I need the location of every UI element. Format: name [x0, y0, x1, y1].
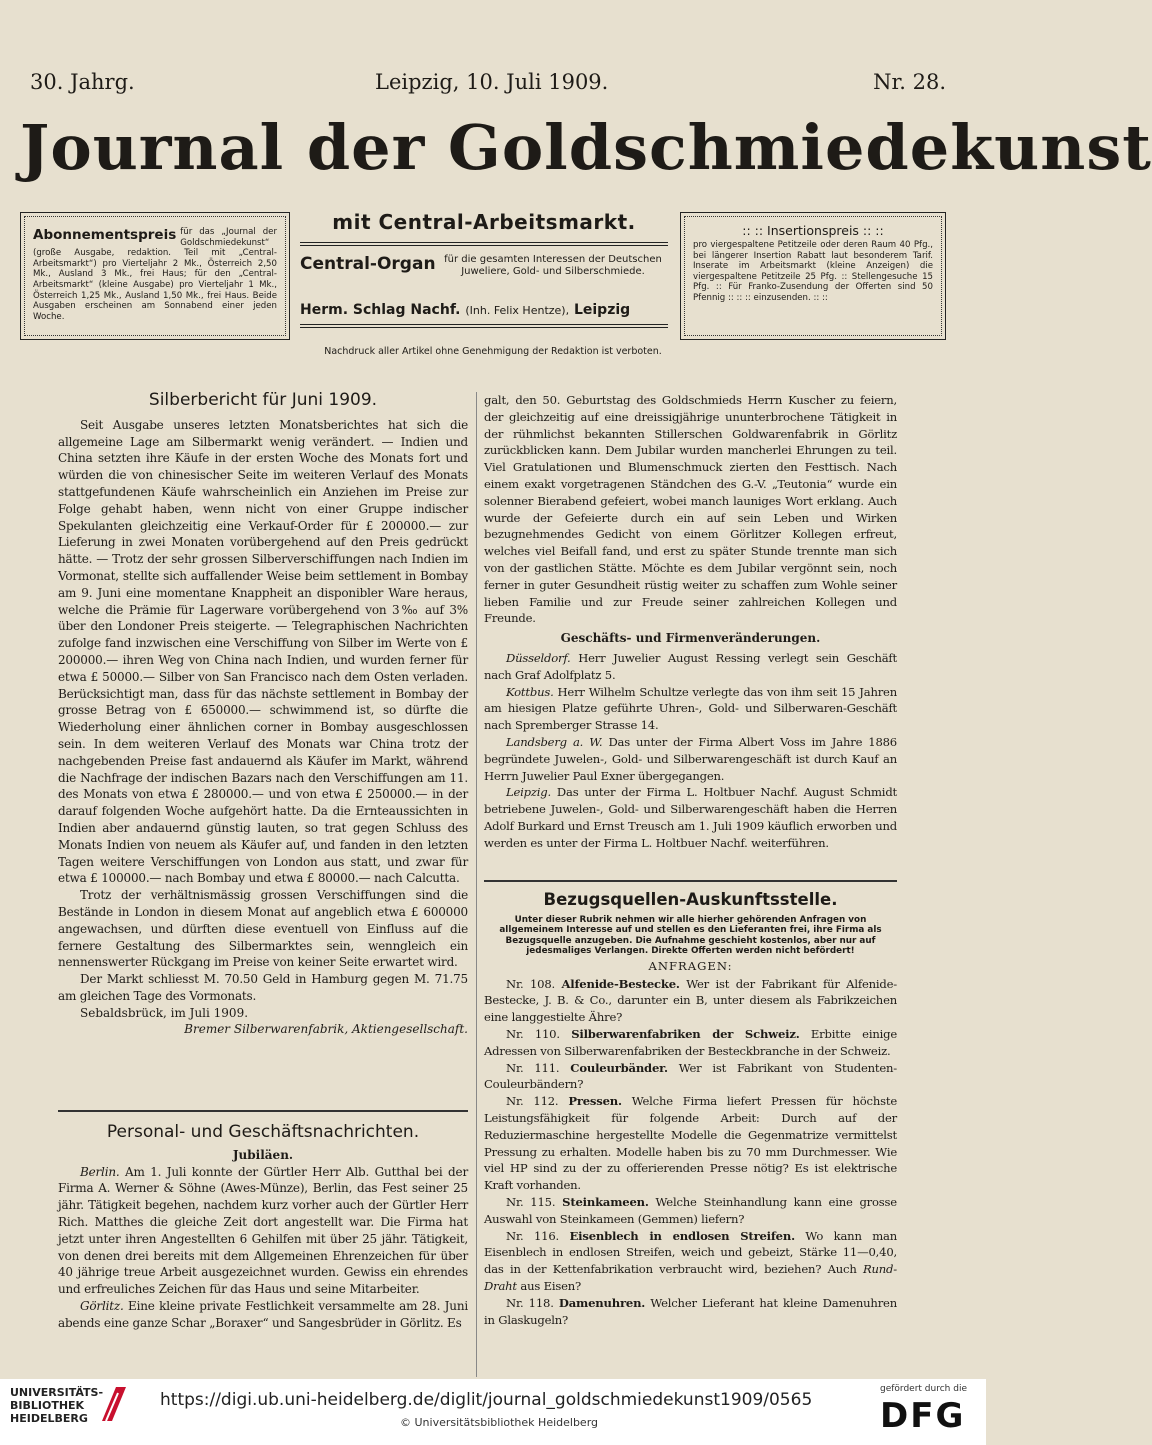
- q118-head: Damenuhren.: [558, 1295, 646, 1310]
- copyright: © Universitätsbibliothek Heidelberg: [400, 1416, 599, 1429]
- q108-text: Wer ist der Fabrikant für Alfenide-Bestecke, J. B. & Co., darunter ein B, unter diesem als Fabrikzeichen eine langgestielte Ähre?: [484, 976, 897, 1025]
- issue-number: Nr. 28.: [873, 70, 946, 94]
- q110-text: Erbitte einige Adressen von Silberwarenfabriken der Besteckbranche in der Schweiz.: [484, 1026, 897, 1058]
- bezug-intro: Unter dieser Rubrik nehmen wir alle hierher gehörenden Anfragen von allgemeinem Interesse auf und stellen es den Lieferanten frei, ihre Firma als Bezugsquelle anzugeben. Die Aufnahme geschieht kostenlos, aber nur auf jedesmaliges Verlangen. Direkte Offerten werden nicht befördert!: [499, 914, 882, 957]
- q112-head: Pressen.: [568, 1094, 622, 1109]
- berlin-city: Berlin.: [80, 1164, 120, 1179]
- kott-text: Herr Wilhelm Schultze verlegte das von ihm seit 15 Jahren am hiesigen Platze geführte Uhren-, Gold- und Silberwaren-Geschäft nach Spremberger Strasse 14.: [484, 684, 897, 733]
- ins-title: :: :: Insertionspreis :: ::: [742, 223, 884, 238]
- publisher-owner: (Inh. Felix Hentze),: [465, 304, 570, 317]
- bezug-title: Bezugsquellen-Auskunftsstelle.: [543, 890, 838, 909]
- dfg-logo: DFG: [880, 1396, 966, 1436]
- q115-text: Welche Steinhandlung kann eine grosse Auswahl von Steinkameen (Gemmen) liefern?: [484, 1194, 897, 1226]
- silber-place: Sebaldsbrück, im Juli 1909.: [80, 1005, 249, 1020]
- q111-text: Wer ist Fabrikant von Studenten-Couleurbändern?: [484, 1060, 897, 1092]
- q115-head: Steinkameen.: [562, 1194, 649, 1209]
- publisher-city: Leipzig: [573, 302, 631, 318]
- left-divider: [58, 1110, 468, 1112]
- bezug-section: [484, 892, 897, 1328]
- leip-city: Leipzig.: [506, 785, 552, 800]
- ins-text: pro viergespaltene Petitzeile oder deren Raum 40 Pfg., bei längerer Insertion Rabatt laut besonderem Tarif. Inserate im Arbeitsmarkt (kleine Anzeigen) die viergespaltene Petitzeile 25 Pfg. :: Stellengesuche 15 Pfg. :: Für Franko-Zusendung der Offerten sind 50 Pfennig :: :: :: einzusenden. :: ::: [693, 240, 933, 303]
- lands-text: Das unter der Firma Albert Voss im Jahre 1886 begründete Juwelen-, Gold- und Silberwarengeschäft ist durch Kauf an Herrn Juwelier Paul Exner übergegangen.: [484, 734, 897, 783]
- anfragen-head: ANFRAGEN:: [648, 958, 733, 973]
- goerlitz-text: Eine kleine private Festlichkeit versammelte am 28. Juni abends eine ganze Schar „Boraxer“ und Sangesbrüder in Görlitz. Es: [58, 1298, 468, 1330]
- q116-number: Nr. 116.: [506, 1228, 560, 1243]
- q108-head: Alfenide-Bestecke.: [561, 976, 680, 991]
- q116-head: Eisenblech in endlosen Streifen.: [569, 1228, 795, 1243]
- central-desc: für die gesamten Interessen der Deutschen Juweliere, Gold- und Silberschmiede.: [444, 254, 662, 277]
- q116-text: Wo kann man Eisenblech in endlosen Streifen, weich und gebeizt, Stärke 11—0,40, das in der Kettenfabrikation verbraucht wird, beziehen? Auch: [484, 1228, 897, 1277]
- insertion-box: [680, 212, 946, 340]
- silber-title: Silberbericht für Juni 1909.: [148, 390, 378, 410]
- q111-head: Couleurbänder.: [570, 1060, 668, 1075]
- personal-title: Personal- und Geschäftsnachrichten.: [106, 1122, 420, 1142]
- publisher-line: [288, 302, 680, 318]
- central-organ: Central-Organ: [300, 254, 436, 274]
- reprint-notice: Nachdruck aller Artikel ohne Genehmigung der Redaktion ist verboten.: [324, 346, 662, 357]
- masthead-title: Journal der Goldschmiedekunst: [20, 111, 1152, 184]
- q118-number: Nr. 118.: [506, 1295, 554, 1310]
- berlin-text: Am 1. Juli konnte der Gürtler Herr Alb. Gutthal bei der Firma A. Werner & Söhne (Awes-Münze), Berlin, das Fest seiner 25 jähr. Tätigkeit begehen, nachdem kurz vorher auch der Gürtler Herr Rich. Matthes die gleiche Zeit dort angestellt war. Die Firma hat jetzt unter ihren Angestellten 6 Gehilfen mit über 25 jähr. Tätigkeit, von denen drei bereits mit dem Allgemeinen Ehrenzeichen für über 40 jährige treue Arbeit ausgezeichnet wurden. Gewiss ein ehrendes und erfreuliches Zeichen für das Haus und seine Mitarbeiter.: [58, 1164, 468, 1297]
- column-divider: [476, 392, 477, 1377]
- q118-text: Welcher Lieferant hat kleine Damenuhren in Glaskugeln?: [484, 1295, 897, 1327]
- q116-end: aus Eisen?: [520, 1278, 582, 1293]
- header-center: [288, 210, 680, 328]
- lands-city: Landsberg a. W.: [506, 734, 603, 749]
- q110-head: Silberwarenfabriken der Schweiz.: [571, 1026, 800, 1041]
- personal-section: [58, 1124, 468, 1332]
- silber-p3: Der Markt schliesst M. 70.50 Geld in Hamburg gegen M. 71.75 am gleichen Tage des Vormonats.: [58, 972, 468, 1003]
- q116-italic: Rund-Draht: [484, 1262, 897, 1293]
- subtitle: mit Central-Arbeitsmarkt.: [332, 210, 636, 234]
- cont-text: galt, den 50. Geburtstag des Goldschmieds Herrn Kuscher zu feiern, der gleichzeitig auf eine dreissigjährige ununterbrochene Tätigkeit in der rühmlichst bekannten Stillerschen Goldwarenfabrik in Görlitz zurückblicken kann. Dem Jubilar wurden mancherlei Ehrungen zu teil. Viel Gratulationen und Blumenschmuck zierten den Festtisch. Nach einem exakt vorgetragenen Ständchen des G.-V. „Teutonia“ wurde ein solenner Bierabend gefeiert, wobei manch launiges Wort erklang. Auch wurde der Gefeierte durch ein auf sein Leben und Wirken bezugnehmendes Gedicht von einem Görlitzer Kollegen erfreut, welches viel Beifall fand, und erst zu später Stunde trennte man sich von der gastlichen Stätte. Möchte es dem Jubilar vergönnt sein, noch ferner in guter Gesundheit rüstig weiter zu schaffen zum Wohle seiner lieben Familie und zur Freude seiner zahlreichen Kollegen und Freunde.: [484, 393, 897, 626]
- publisher-name: Herm. Schlag Nachf.: [300, 302, 461, 318]
- right-column: [484, 392, 897, 852]
- silber-sign: Bremer Silberwarenfabrik, Aktiengesellschaft.: [184, 1022, 468, 1037]
- abo-title: Abonnementspreis: [33, 227, 177, 243]
- q108-number: Nr. 108.: [506, 976, 555, 991]
- jubilaeen-head: Jubiläen.: [232, 1147, 294, 1162]
- right-divider: [484, 880, 897, 882]
- library-logo-icon: [98, 1383, 130, 1423]
- q112-text: Welche Firma liefert Pressen für höchste Leistungsfähigkeit für folgende Arbeit: Durch auf der Reduziermaschine hergestellte Modelle die Gegenmatrize vermittelst Pressung zu erhalten. Modelle haben bis zu 70 mm Durchmesser. Wie viel HP sind zu der zu offerierenden Presse nötig? Es ist elektrische Kraft vorhanden.: [484, 1094, 897, 1193]
- left-column: [58, 392, 468, 1038]
- silber-p1: Seit Ausgabe unseres letzten Monatsberichtes hat sich die allgemeine Lage am Silbermarkt wenig verändert. — Indien und China setzten ihre Käufe in der ersten Woche des Monats fort und würden die von chinesischer Seite im weiteren Verlauf des Monats stattgefundenen Käufe wahrscheinlich ein Anziehen im Preise zur Folge gehabt haben, wenn nicht von einer Gruppe indischer Spekulanten gleichzeitig eine Verkauf-Order für £ 200000.— zur Lieferung in zwei Monaten vorübergehend auf den Preis gedrückt hätte. — Trotz der sehr grossen Silberverschiffungen nach Indien im Vormonat, stellte sich auffallender Weise beim settlement in Bombay am 9. Juni eine momentane Knappheit an disponibler Ware heraus, welche die Prämie für Lagerware vorübergehend von 3‰ auf 3% über den Londoner Preis steigerte. — Telegraphischen Nachrichten zufolge fand inzwischen eine Verschiffung von Silber im Werte von £ 200000.— ihren Weg von China nach Indien, und wurden ferner für etwa £ 50000.— Silber von San Francisco nach dem Osten verladen. Berücksichtigt man, dass für das nächste settlement in Bombay der grosse Betrag von £ 650000.— schwimmend ist, so dürfte die Wiederholung einer ähnlichen corner in Bombay ausgeschlossen sein. In dem weiteren Verlauf des Monats war China trotz der nachgebenden Preise fast andauernd als Käufer im Markt, während die Nachfrage der indischen Bazars nach den Verschiffungen am 11. des Monats von etwa £ 280000.— und von etwa £ 250000.— in der darauf folgenden Woche aufgehört hatte. Da die Ernteaussichten in Indien aber andauernd günstig lauten, so trat gegen Schluss des Monats Indien von neuem als Käufer auf, und fanden in den letzten Tagen weitere Verschiffungen von London aus statt, und zwar für etwa £ 100000.— nach Bombay und etwa £ 80000.— nach Calcutta.: [58, 417, 468, 886]
- permalink-url[interactable]: https://digi.ub.uni-heidelberg.de/diglit/journal_goldschmiedekunst1909/0565: [160, 1390, 813, 1410]
- duess-city: Düsseldorf.: [506, 650, 571, 665]
- issue-date: Leipzig, 10. Juli 1909.: [375, 70, 609, 94]
- goerlitz-city: Görlitz.: [80, 1298, 124, 1313]
- silber-p2: Trotz der verhältnismässig grossen Verschiffungen sind die Bestände in London in diesem Monat auf angeblich etwa £ 600000 angewachsen, und dürften diese eventuell von Einfluss auf die fernere Gestaltung des Silbermarktes sein, wenngleich ein nennenswerter Rückgang im Preise von keiner Seite erwartet wird.: [58, 888, 468, 970]
- abo-box: [20, 212, 290, 340]
- leip-text: Das unter der Firma L. Holtbuer Nachf. August Schmidt betriebene Juwelen-, Gold- und Silberwarengeschäft haben die Herren Adolf Burkard und Ernst Treusch am 1. Juli 1909 käuflich erworben und werden es unter der Firma L. Holtbuer Nachf. weiterführen.: [484, 785, 897, 850]
- funded-by: gefördert durch die: [880, 1384, 967, 1394]
- year-label: 30. Jahrg.: [30, 70, 135, 94]
- footer-bar: [0, 1379, 986, 1445]
- q110-number: Nr. 110.: [506, 1026, 560, 1041]
- duess-text: Herr Juwelier August Ressing verlegt sein Geschäft nach Graf Adolfplatz 5.: [484, 650, 897, 682]
- abo-text: für das „Journal der Goldschmiedekunst“ (große Ausgabe, redaktion. Teil mit „Central-Arbeitsmarkt“) pro Vierteljahr 2 Mk., Österreich 2,50 Mk., Ausland 3 Mk., frei Haus; für den „Central-Arbeitsmarkt“ (kleine Ausgabe) pro Vierteljahr 1 Mk., Österreich 1,25 Mk., Ausland 1,50 Mk., frei Haus. Beide Ausgaben erscheinen am Sonnabend einer jeden Woche.: [33, 227, 277, 322]
- firmen-title: Geschäfts- und Firmenveränderungen.: [560, 631, 821, 646]
- top-row: [30, 70, 946, 100]
- library-logo-text: UNIVERSITÄTS- BIBLIOTHEK HEIDELBERG: [10, 1386, 104, 1425]
- q111-number: Nr. 111.: [506, 1060, 560, 1075]
- kott-city: Kottbus.: [506, 684, 554, 699]
- q115-number: Nr. 115.: [506, 1194, 556, 1209]
- q112-number: Nr. 112.: [506, 1094, 559, 1109]
